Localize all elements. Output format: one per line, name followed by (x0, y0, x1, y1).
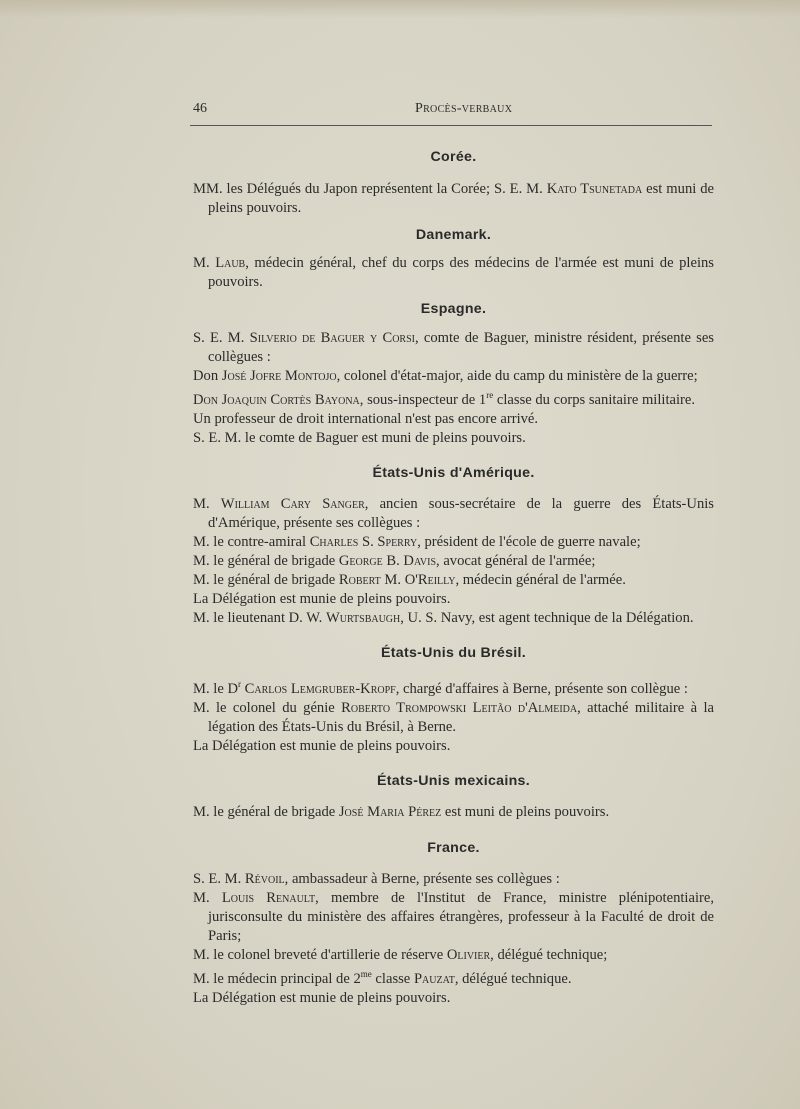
person-name: Kato Tsunetada (546, 181, 643, 197)
document-body (193, 148, 714, 1008)
person-name: Wurtsbaugh (325, 609, 401, 626)
entry-line: S. E. M. le comte de Baguer est muni de pleins pouvoirs. (193, 429, 526, 446)
entry-line: Don Joaquin Cortès Bayona, sous-inspecteur de 1re classe du corps sanitaire militaire. (193, 390, 696, 408)
ordinal-superscript: me (360, 968, 372, 979)
entry-line: M. le général de brigade George B. Davis, avocat général de l'armée; (193, 552, 596, 569)
person-name: José Jofre Montojo (221, 368, 337, 384)
person-name: Roberto Trompowski Leitão d'Almeida (341, 699, 578, 716)
entry-line: La Délégation est munie de pleins pouvoirs. (193, 590, 451, 607)
entry-line: Un professeur de droit international n'est pas encore arrivé. (193, 410, 539, 427)
section-heading: Corée. (430, 149, 477, 165)
person-name: Louis Renault (221, 889, 316, 906)
entry-line: M. le colonel du génie Roberto Trompowski Leitão d'Almeida, attaché militaire à la légation des États-Unis du Brésil, à Berne. (193, 699, 714, 735)
section-heading: France. (427, 839, 480, 856)
person-name: Révoil (244, 870, 285, 887)
person-name: Pauzat (413, 970, 455, 987)
entry-line: M. William Cary Sanger, ancien sous-secrétaire de la guerre des États-Unis d'Amérique, présente ses collègues : (193, 495, 714, 531)
person-name: Silverio de Baguer y Corsi (249, 330, 415, 346)
entry-line: M. le général de brigade Robert M. O'Reilly, médecin général de l'armée. (193, 571, 626, 588)
entry-line: M. le colonel breveté d'artillerie de réserve Olivier, délégué technique; (193, 946, 608, 963)
entry-line: S. E. M. Révoil, ambassadeur à Berne, présente ses collègues : (193, 870, 560, 887)
person-name: Charles S. Sperry (309, 533, 418, 550)
section-heading: États-Unis du Brésil. (380, 644, 527, 661)
entry-line: M. Laub, médecin général, chef du corps des médecins de l'armée est muni de pleins pouvoirs. (193, 255, 714, 290)
entry-line: M. Louis Renault, membre de l'Institut de France, ministre plénipotentiaire, jurisconsulte du ministère des affaires étrangères, professeur à la Faculté de droit de Paris; (193, 889, 714, 944)
section-heading: Danemark. (415, 227, 492, 243)
person-name: George B. Davis (338, 552, 437, 569)
person-name: Laub (215, 255, 246, 271)
section-heading: États-Unis mexicains. (377, 772, 530, 789)
page-edge-shadow (0, 0, 800, 18)
entry-line: MM. les Délégués du Japon représentent la Corée; S. E. M. Kato Tsunetada est muni de pleins pouvoirs. (193, 181, 715, 216)
person-name: William Cary Sanger (220, 495, 365, 512)
entry-line: M. le $D^r$ Carlos Lemgruber-Kropf, chargé d'affaires à Berne, présente son collègue : (193, 678, 688, 697)
entry-line: M. le lieutenant D. W. Wurtsbaugh, U. S. Navy, est agent technique de la Délégation. (193, 609, 694, 626)
entry-line: La Délégation est munie de pleins pouvoirs. (193, 737, 451, 754)
header-rule (190, 125, 712, 126)
ordinal-superscript: r (238, 678, 241, 689)
entry-line: S. E. M. Silverio de Baguer y Corsi, comte de Baguer, ministre résident, présente ses collègues : (193, 330, 714, 365)
ordinal-superscript: re (486, 390, 494, 400)
entry-line: M. le général de brigade José Maria Pérez est muni de pleins pouvoirs. (193, 803, 610, 820)
entry-line: La Délégation est munie de pleins pouvoirs. (193, 989, 451, 1006)
person-name: Carlos Lemgruber-Kropf (244, 680, 396, 697)
running-title: Procès-verbaux (415, 101, 513, 116)
person-name: Robert M. O'Reilly (338, 571, 456, 588)
section-heading: États-Unis d'Amérique. (372, 464, 535, 481)
entry-line: Don José Jofre Montojo, colonel d'état-major, aide du camp du ministère de la guerre; (193, 368, 698, 384)
entry-line: M. le médecin principal de $2^{me}$ classe Pauzat, délégué technique. (193, 968, 572, 987)
page-number: 46 (193, 101, 207, 116)
person-name: José Maria Pérez (338, 803, 442, 820)
entry-line: M. le contre-amiral Charles S. Sperry, président de l'école de guerre navale; (193, 533, 641, 550)
section-heading: Espagne. (420, 301, 487, 317)
person-name: Olivier (446, 946, 491, 963)
person-name: Don Joaquin Cortès Bayona (193, 391, 360, 408)
